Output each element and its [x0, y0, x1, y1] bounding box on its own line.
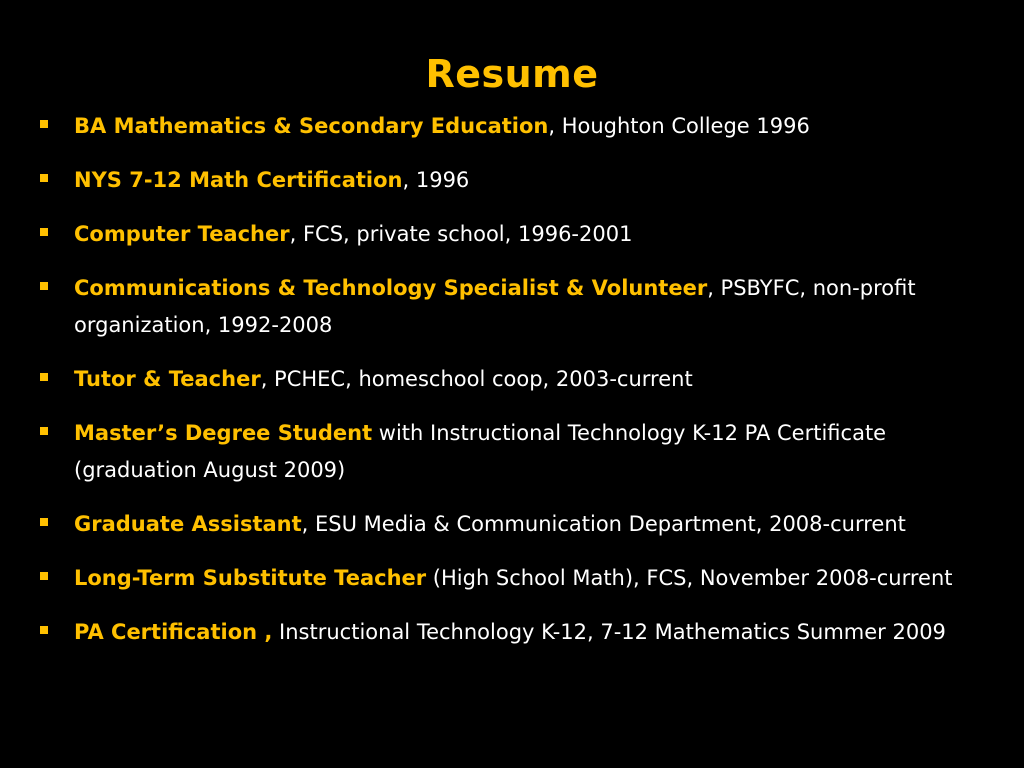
- item-detail: , ESU Media & Communication Department, 2008-current: [301, 512, 906, 536]
- list-item: [36, 216, 996, 253]
- item-detail: , FCS, private school, 1996-2001: [289, 222, 633, 246]
- item-detail: , PSBYFC, non-profit organization, 1992-2008: [74, 276, 916, 337]
- item-detail: (High School Math), FCS, November 2008-current: [426, 566, 953, 590]
- item-highlight: Long-Term Substitute Teacher: [74, 566, 427, 590]
- bullet-square-icon: [40, 228, 48, 236]
- item-highlight: Graduate Assistant: [74, 512, 302, 536]
- item-detail: , Houghton College 1996: [548, 114, 810, 138]
- bullet-square-icon: [40, 373, 48, 381]
- list-item: [36, 415, 996, 489]
- item-highlight: PA Certification ,: [74, 620, 273, 644]
- list-item: [36, 270, 996, 344]
- list-item: [36, 162, 996, 199]
- item-detail: with Instructional Technology K-12 PA Certificate (graduation August 2009): [74, 421, 887, 482]
- item-detail: , PCHEC, homeschool coop, 2003-current: [260, 367, 693, 391]
- bullet-square-icon: [40, 626, 48, 634]
- item-highlight: Master’s Degree Student: [74, 421, 373, 445]
- resume-list: [36, 108, 996, 668]
- bullet-square-icon: [40, 282, 48, 290]
- list-item: [36, 506, 996, 543]
- item-highlight: BA Mathematics & Secondary Education: [74, 114, 549, 138]
- slide-title: Resume: [425, 52, 599, 96]
- bullet-square-icon: [40, 572, 48, 580]
- bullet-square-icon: [40, 174, 48, 182]
- bullet-square-icon: [40, 120, 48, 128]
- item-highlight: Communications & Technology Specialist & Volunteer: [74, 276, 708, 300]
- item-detail: , 1996: [402, 168, 470, 192]
- list-item: [36, 361, 996, 398]
- bullet-square-icon: [40, 427, 48, 435]
- list-item: [36, 108, 996, 145]
- item-highlight: Tutor & Teacher: [74, 367, 261, 391]
- item-highlight: NYS 7-12 Math Certification: [74, 168, 403, 192]
- bullet-square-icon: [40, 518, 48, 526]
- item-detail: Instructional Technology K-12, 7-12 Mathematics Summer 2009: [272, 620, 946, 644]
- list-item: [36, 560, 996, 597]
- item-highlight: Computer Teacher: [74, 222, 290, 246]
- list-item: [36, 614, 996, 651]
